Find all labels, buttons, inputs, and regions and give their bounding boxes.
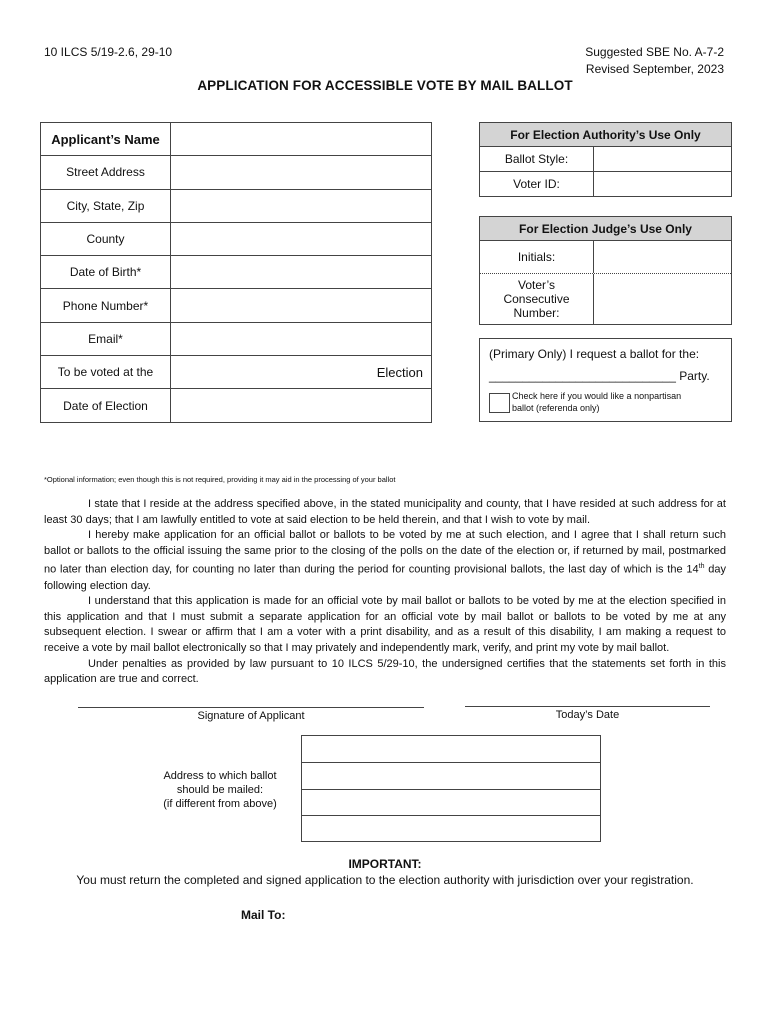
primary-request-text: (Primary Only) I request a ballot for the: (489, 347, 700, 361)
nonpartisan-checkbox[interactable] (489, 393, 510, 413)
table-row (41, 389, 432, 422)
residency-statement: I state that I reside at the address specified above, in the stated municipality and county, that I have resided at such address for at least 30 days; that I am lawfully entitled to vote at said election to be held therein, and that I wish to vote by mail. (44, 498, 726, 526)
ordinal-suffix: th (698, 563, 705, 571)
election-type-label: To be voted at the (41, 356, 171, 389)
street-address-field[interactable] (171, 156, 432, 189)
date-of-birth-label: Date of Birth* (41, 256, 171, 289)
date-of-birth-field[interactable] (171, 256, 432, 289)
mailing-address-line-4[interactable] (302, 816, 600, 843)
mailing-address-label-line3: (if different from above) (163, 798, 277, 810)
election-judge-title: For Election Judge’s Use Only (480, 217, 731, 241)
mailing-address-line-2[interactable] (302, 763, 600, 790)
county-label: County (41, 222, 171, 255)
applicant-name-field[interactable] (171, 123, 432, 156)
consecutive-number-label-line1: Voter’s (518, 278, 555, 292)
nonpartisan-label-line1: Check here if you would like a nonpartisan (512, 391, 682, 401)
table-row (41, 356, 432, 389)
election-suffix-label: Election (376, 365, 423, 381)
mail-to-label: Mail To: (241, 908, 286, 922)
ballot-return-text-end: day following election day. (44, 564, 726, 592)
statute-citation: 10 ILCS 5/19-2.6, 29-10 (44, 45, 173, 59)
mailing-address-box (301, 735, 601, 842)
ballot-style-row (480, 147, 731, 172)
disability-statement: I understand that this application is made for an official vote by mail ballot or ballots to be voted by me at the election specified in this application and that I must submit a separate application for an official vote by mail ballot or ballots to be voted by me at any subsequent election. I swear or affirm that I am a voter with a print disability, and as a result of this disability, I am making a request to receive a vote by mail ballot electronically so that I may privately and independently mark, verify, and print my vote by mail ballot. (44, 595, 726, 654)
initials-row (480, 241, 731, 274)
date-of-election-label: Date of Election (41, 389, 171, 422)
table-row (41, 256, 432, 289)
applicant-statements (44, 497, 726, 688)
applicant-info-table (40, 122, 432, 423)
mailing-address-label (140, 769, 300, 811)
ballot-style-label: Ballot Style: (480, 147, 594, 171)
email-field[interactable] (171, 322, 432, 355)
table-row (41, 189, 432, 222)
signature-label: Signature of Applicant (197, 710, 305, 722)
revision-date: Revised September, 2023 (585, 62, 724, 76)
table-row (41, 289, 432, 322)
mailing-address-label-line2: should be mailed: (176, 784, 264, 796)
mailing-address-label-line1: Address to which ballot (163, 770, 277, 782)
penalty-statement: Under penalties as provided by law pursuant to 10 ILCS 5/29-10, the undersigned certifies that the statements set forth in this application are true and correct. (44, 657, 726, 686)
initials-field[interactable] (594, 241, 731, 273)
consecutive-number-row (480, 274, 731, 324)
consecutive-number-label-line2: Consecutive (503, 292, 570, 306)
street-address-label: Street Address (41, 156, 171, 189)
voter-id-label: Voter ID: (480, 172, 594, 196)
table-row (41, 156, 432, 189)
election-judge-box (479, 216, 732, 325)
voter-id-field[interactable] (594, 172, 731, 196)
page-title: APPLICATION FOR ACCESSIBLE VOTE BY MAIL BALLOT (197, 78, 573, 93)
election-type-field[interactable] (171, 356, 432, 389)
nonpartisan-label-line2: ballot (referenda only) (512, 403, 600, 413)
voter-id-row (480, 172, 731, 196)
party-line[interactable]: ____________________________ Party. (489, 369, 710, 383)
nonpartisan-label (512, 390, 681, 414)
consecutive-number-field[interactable] (594, 274, 731, 324)
form-number: Suggested SBE No. A-7-2 (585, 45, 724, 59)
consecutive-number-label-line3: Number: (513, 306, 560, 320)
signature-line[interactable] (78, 707, 424, 708)
date-line[interactable] (465, 706, 710, 707)
ballot-style-field[interactable] (594, 147, 731, 171)
city-state-zip-label: City, State, Zip (41, 189, 171, 222)
table-row (41, 322, 432, 355)
ballot-return-statement (44, 528, 726, 594)
mailing-address-line-3[interactable] (302, 790, 600, 817)
mailing-address-line-1[interactable] (302, 736, 600, 763)
optional-info-footnote: *Optional information; even though this is not required, providing it may aid in the processing of your ballot (44, 475, 396, 484)
primary-ballot-box (479, 338, 732, 422)
consecutive-number-label (480, 274, 594, 324)
election-authority-title: For Election Authority’s Use Only (480, 123, 731, 147)
applicant-name-label: Applicant’s Name (41, 123, 171, 156)
county-field[interactable] (171, 222, 432, 255)
city-state-zip-field[interactable] (171, 189, 432, 222)
date-label: Today’s Date (555, 709, 620, 721)
election-authority-box (479, 122, 732, 197)
table-row (41, 222, 432, 255)
phone-number-field[interactable] (171, 289, 432, 322)
ballot-return-text: I hereby make application for an official ballot or ballots to be voted by me at such election, and I agree that I shall return such ballot or ballots to the official issuing the same prior to the closing of the polls on the date of the election or, if returned by mail, postmarked no later than election day, for counting no later than during the period for counting provisional ballots, the last day of which is the 14 (44, 529, 726, 577)
email-label: Email* (41, 322, 171, 355)
phone-number-label: Phone Number* (41, 289, 171, 322)
important-heading: IMPORTANT: (348, 857, 422, 871)
initials-label: Initials: (480, 241, 594, 273)
important-notice: You must return the completed and signed application to the election authority with jurisdiction over your registration. (76, 873, 694, 887)
date-of-election-field[interactable] (171, 389, 432, 422)
table-row (41, 123, 432, 156)
